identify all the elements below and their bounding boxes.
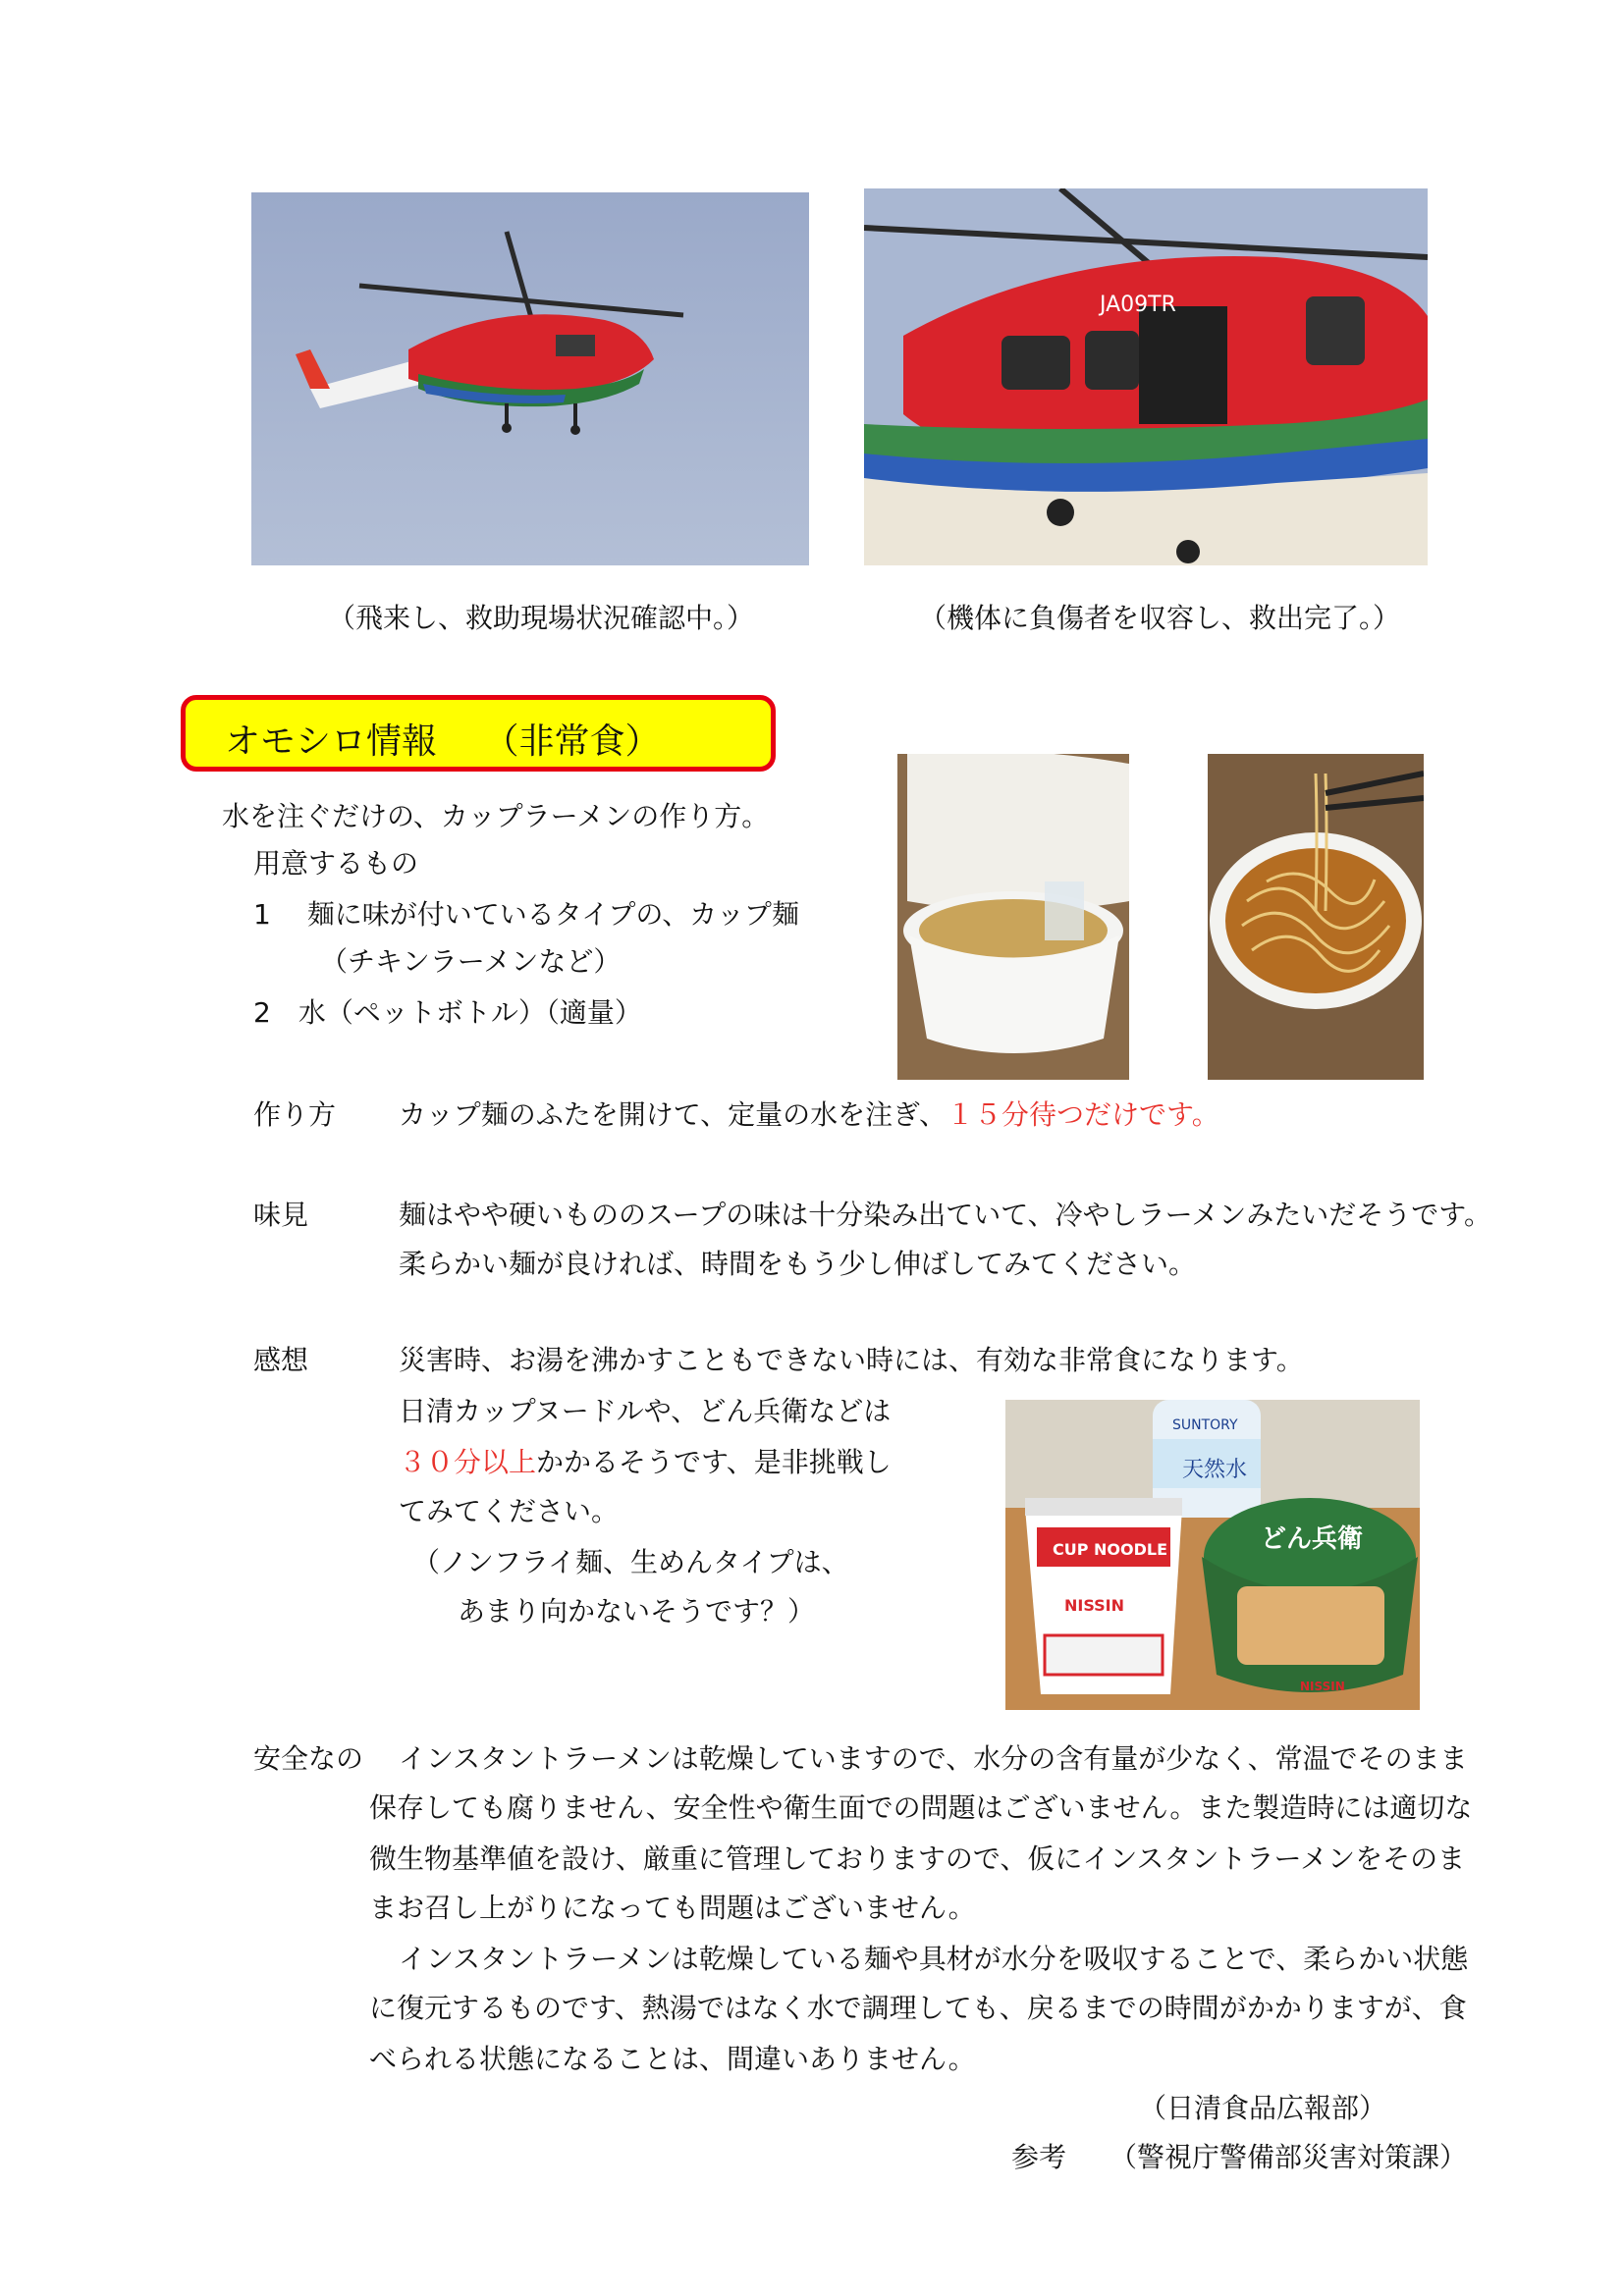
source-org: （日清食品広報部）	[1139, 2092, 1387, 2124]
cup-noodles-and-water-photo	[1005, 1400, 1420, 1710]
rehydrated-noodle-photo	[1208, 754, 1424, 1080]
method-label: 作り方	[253, 1098, 337, 1131]
cup-noodle-label-text: CUP NOODLE	[1053, 1540, 1168, 1559]
prep-title: 用意するもの	[253, 847, 419, 880]
reference-org: （警視庁警備部災害対策課）	[1110, 2141, 1468, 2173]
safety-line-5: インスタントラーメンは乾燥している麺や具材が水分を吸収することで、柔らかい状態	[399, 1943, 1469, 1975]
prep-item-1-sub: （チキンラーメンなど）	[320, 945, 622, 978]
bottle-label-text: 天然水	[1182, 1458, 1248, 1482]
prep-item-1: 1 麺に味が付いているタイプの、カップ麺	[253, 898, 799, 931]
safety-line-6: に復元するものです、熱湯ではなく水で調理しても、戻るまでの時間がかかりますが、食	[369, 1992, 1467, 2024]
method-text	[399, 1095, 1219, 1135]
bottle-brand-text: SUNTORY	[1172, 1417, 1238, 1433]
safety-line-4: まお召し上がりになっても問題はございません。	[369, 1892, 976, 1924]
section-heading-box	[181, 695, 776, 772]
intro-text: 水を注ぐだけの、カップラーメンの作り方。	[222, 800, 770, 832]
impression-label: 感想	[253, 1344, 309, 1376]
helicopter-photo-rescue	[864, 188, 1428, 565]
safety-line-2: 保存しても腐りません、安全性や衛生面での問題はございません。また製造時には適切な	[369, 1791, 1473, 1824]
safety-label: 安全なの	[253, 1742, 364, 1775]
impression-line-1: 災害時、お湯を沸かすこともできない時には、有効な非常食になります。	[399, 1344, 1304, 1376]
helicopter-photo-flying	[251, 192, 809, 565]
reference-label: 参考	[1011, 2141, 1067, 2173]
taste-label: 味見	[253, 1199, 309, 1231]
prep-item-2: 2 水（ペットボトル）（適量）	[253, 996, 642, 1029]
method-text-main: カップ麺のふたを開けて、定量の水を注ぎ、	[399, 1098, 947, 1131]
impression-line-4: てみてください。	[399, 1495, 620, 1527]
impression-line-6: あまり向かないそうです？）	[458, 1595, 816, 1628]
impression-line-3-highlight: ３０分以上	[399, 1446, 537, 1478]
taste-line-2: 柔らかい麺が良ければ、時間をもう少し伸ばしてみてください。	[399, 1248, 1197, 1280]
safety-line-7: べられる状態になることは、間違いありません。	[369, 2043, 976, 2075]
helicopter-photo-rescue-caption: （機体に負傷者を収容し、救出完了。）	[919, 602, 1401, 634]
impression-line-3-rest: かかるそうです、是非挑戦し	[536, 1446, 892, 1478]
taste-line-1: 麺はやや硬いもののスープの味は十分染み出ていて、冷やしラーメンみたいだそうです。	[399, 1199, 1492, 1231]
registration-mark: JA09TR	[1100, 293, 1176, 317]
donbei-brand-text: NISSIN	[1300, 1680, 1345, 1693]
cup-noodle-water-photo	[897, 754, 1129, 1080]
impression-line-5: （ノンフライ麺、生めんタイプは、	[412, 1546, 849, 1578]
safety-line-3: 微生物基準値を設け、厳重に管理しておりますので、仮にインスタントラーメンをそのま	[369, 1842, 1466, 1875]
impression-line-3	[399, 1443, 892, 1482]
cup-noodle-brand-text: NISSIN	[1064, 1596, 1125, 1615]
impression-line-2: 日清カップヌードルや、どん兵衛などは	[399, 1395, 892, 1427]
safety-line-1: インスタントラーメンは乾燥していますので、水分の含有量が少なく、常温でそのまま	[399, 1742, 1468, 1775]
method-text-highlight: １５分待つだけです。	[947, 1098, 1219, 1131]
section-heading: オモシロ情報 （非常食）	[225, 721, 661, 762]
helicopter-photo-flying-caption: （飛来し、救助現場状況確認中。）	[328, 602, 755, 634]
donbei-label-text: どん兵衛	[1261, 1524, 1364, 1554]
